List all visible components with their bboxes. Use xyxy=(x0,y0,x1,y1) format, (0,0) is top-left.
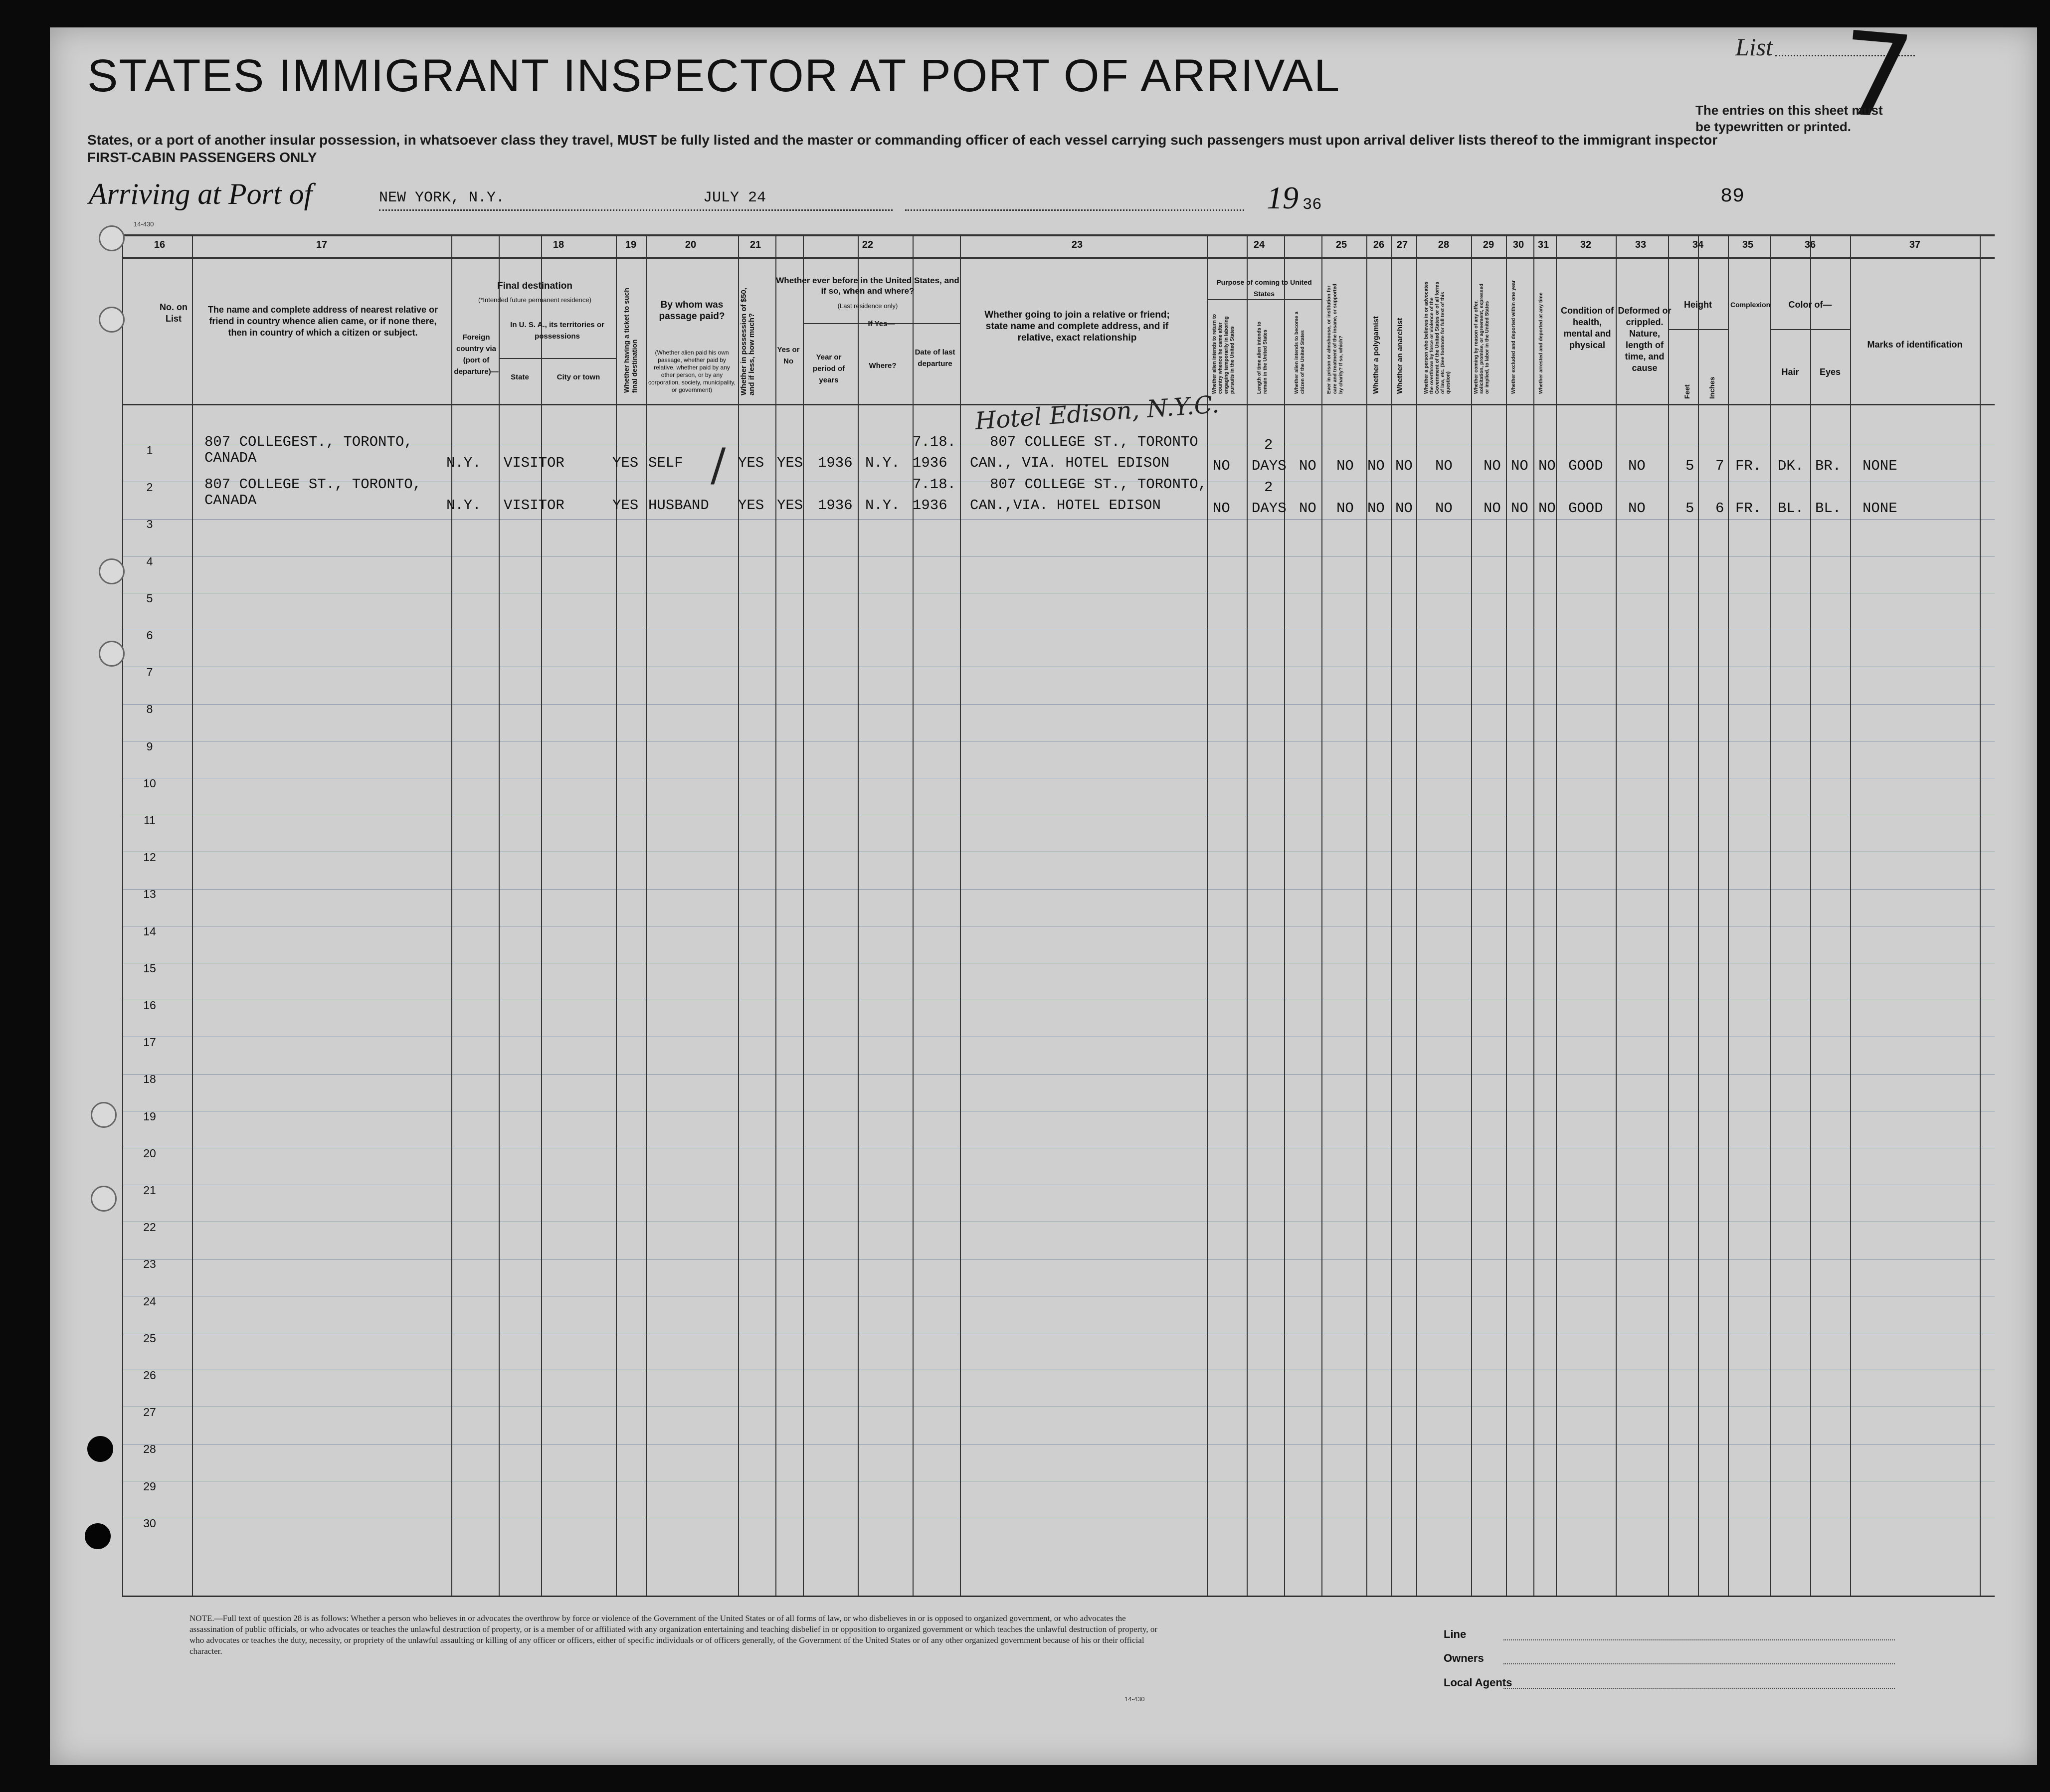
list-number: 7 xyxy=(1834,7,1919,146)
header-length-stay: Length of time alien intends to remain in the United States xyxy=(1257,322,1268,394)
cell-return: NO xyxy=(1213,458,1230,474)
column-divider xyxy=(499,234,500,1596)
cell-polygamist: NO xyxy=(1367,458,1385,474)
cell-offer: NO xyxy=(1484,458,1501,474)
column-divider xyxy=(738,234,739,1596)
footer-owners-field xyxy=(1503,1663,1895,1664)
column-number: 36 xyxy=(1804,239,1816,250)
cell-anarchist: NO xyxy=(1395,458,1413,474)
header-ticket: Whether having a ticket to such final destination xyxy=(622,288,638,393)
cell-overthrow: NO xyxy=(1435,500,1453,517)
header-eyes: Eyes xyxy=(1819,367,1841,377)
header-return: Whether alien intends to return to country whence he came after engaging temporarily in laboring pursuits in the United States xyxy=(1212,314,1235,394)
form-subtitle: States, or a port of another insular possession, in whatsoever class they travel, MUST be fully listed and the master or commanding officer of each vessel carrying such passengers must upon arrival deliver lists thereof to the immigrant inspector xyxy=(87,132,1718,148)
cell-ticket: YES xyxy=(612,455,639,471)
column-divider xyxy=(1980,234,1981,1596)
table-top-border xyxy=(122,234,1995,236)
cell-state: N.Y. xyxy=(446,497,481,514)
cell-before: YES xyxy=(777,497,803,514)
column-number: 32 xyxy=(1580,239,1592,250)
column-divider xyxy=(1556,234,1557,1596)
row-number: 6 xyxy=(146,629,153,642)
header-foreign-country: Foreign country via (port of departure)— xyxy=(454,333,499,376)
page-number: 89 xyxy=(1720,185,1745,208)
cell-eyes: BR. xyxy=(1815,458,1842,474)
column-number: 26 xyxy=(1373,239,1385,250)
cell-date-dep-2: 1936 xyxy=(913,497,947,514)
cell-paid-by: HUSBAND xyxy=(648,497,709,514)
header-feet: Feet xyxy=(1683,384,1691,399)
manifest-sheet xyxy=(50,27,2037,1765)
header-if-yes: If Yes— xyxy=(868,320,895,328)
row-number: 28 xyxy=(143,1442,156,1456)
cell-has-50: YES xyxy=(738,455,764,471)
column-divider xyxy=(1533,234,1534,1596)
column-divider xyxy=(1284,234,1285,1596)
row-number: 12 xyxy=(143,851,156,864)
cell-join-line1: 807 COLLEGE ST., TORONTO, xyxy=(990,476,1207,493)
header-city: City or town xyxy=(557,373,600,381)
cell-deported: NO xyxy=(1538,458,1556,474)
header-year-period: Year or period of years xyxy=(812,353,845,384)
column-divider xyxy=(1207,234,1208,1596)
header-anarchist: Whether an anarchist xyxy=(1396,318,1404,394)
cell-hair: BL. xyxy=(1778,500,1804,517)
row-number: 1 xyxy=(146,444,153,457)
footer-line-field xyxy=(1503,1639,1895,1640)
cell-city: VISITOR xyxy=(504,455,564,471)
cell-eyes: BL. xyxy=(1815,500,1842,517)
row-number: 19 xyxy=(143,1109,156,1123)
cell-polygamist: NO xyxy=(1367,500,1385,517)
header-date-departure: Date of last departure xyxy=(915,348,955,368)
row-number: 22 xyxy=(143,1221,156,1234)
cell-ticket: YES xyxy=(612,497,639,514)
footnote-question-28: NOTE.—Full text of question 28 is as follows: Whether a person who believes in or advocates the overthrow by force or violence of the Government of the United States or of all forms of law, or who disbelieves in or is opposed to organized government, or who advocates the assassination of public officials, or who advocates or teaches the unlawful destruction of property, or is a member of or affiliated with any organization entertaining and teaching disbelief in or opposition to organized government or which teaches the unlawful destruction of property, or who advocates or teaches the duty, necessity, or propriety of the unlawful assaulting or killing of any officer or officers, either of specific individuals or of officers generally, of the Government of the United States or of any other organized government because of his or their official character. xyxy=(189,1613,1158,1656)
column-divider xyxy=(960,234,961,1596)
cell-marks: NONE xyxy=(1863,458,1897,474)
cell-year: 1936 xyxy=(818,455,853,471)
column-number: 23 xyxy=(1071,239,1083,250)
cell-paid-by: SELF xyxy=(648,455,683,471)
row-number: 4 xyxy=(146,554,153,568)
cell-citizen: NO xyxy=(1299,500,1316,517)
binder-hole xyxy=(91,1102,117,1128)
column-number: 33 xyxy=(1635,239,1647,250)
column-number: 28 xyxy=(1438,239,1450,250)
column-divider xyxy=(1506,234,1507,1596)
header-deformed: Deformed or crippled. Nature, length of time, and cause xyxy=(1618,306,1672,373)
form-code-bottom: 14-430 xyxy=(1124,1695,1145,1703)
column-number: 30 xyxy=(1512,239,1524,250)
subheader-rule xyxy=(1770,329,1850,330)
list-label: List xyxy=(1735,33,1773,61)
footer-line-label: Line xyxy=(1444,1628,1467,1640)
column-number: 24 xyxy=(1253,239,1265,250)
arrival-port: NEW YORK, N.Y. xyxy=(379,189,505,206)
row-number: 20 xyxy=(143,1146,156,1160)
column-divider xyxy=(646,234,647,1596)
date-line xyxy=(905,209,1244,211)
column-divider xyxy=(616,234,617,1596)
cell-where: N.Y. xyxy=(865,497,900,514)
year-prefix: 19 xyxy=(1267,180,1299,215)
column-divider xyxy=(775,234,776,1596)
cell-length-1: 2 xyxy=(1264,437,1273,453)
column-number: 27 xyxy=(1396,239,1408,250)
column-divider xyxy=(1471,234,1472,1596)
header-usa: In U. S. A., its territories or possessions xyxy=(510,321,604,341)
row-number: 26 xyxy=(143,1369,156,1382)
cell-prison: NO xyxy=(1336,500,1354,517)
year-suffix: 36 xyxy=(1303,195,1322,214)
cell-offer: NO xyxy=(1484,500,1501,517)
row-number: 11 xyxy=(144,814,156,827)
header-purpose: Purpose of coming to United States xyxy=(1216,278,1312,298)
header-list-number: No. on List xyxy=(160,302,187,324)
row-rule xyxy=(122,1074,1995,1075)
binder-hole xyxy=(99,641,125,667)
column-number: 21 xyxy=(749,239,761,250)
column-divider xyxy=(1616,234,1617,1596)
cell-join-line2: CAN., VIA. HOTEL EDISON xyxy=(970,455,1170,471)
header-state: State xyxy=(511,373,529,381)
typewritten-notice xyxy=(1695,102,1975,135)
column-number: 34 xyxy=(1692,239,1704,250)
cell-join-line2: CAN.,VIA. HOTEL EDISON xyxy=(970,497,1161,514)
column-divider xyxy=(541,234,542,1596)
row-number: 27 xyxy=(143,1406,156,1419)
column-divider xyxy=(1770,234,1771,1596)
cell-complexion: FR. xyxy=(1735,458,1762,474)
column-divider xyxy=(1698,234,1699,1596)
binder-hole xyxy=(91,1186,117,1212)
cell-inches: 7 xyxy=(1715,458,1724,474)
cell-hair: DK. xyxy=(1778,458,1804,474)
header-final-destination: Final destination xyxy=(497,281,572,291)
header-hair: Hair xyxy=(1781,367,1799,377)
cell-date-dep-1: 7.18. xyxy=(913,476,956,493)
first-cabin-label: FIRST-CABIN PASSENGERS ONLY xyxy=(87,150,317,165)
header-deported: Whether arrested and deported at any time xyxy=(1538,292,1544,394)
cell-excluded: NO xyxy=(1511,458,1528,474)
row-rule xyxy=(122,519,1995,520)
cell-citizen: NO xyxy=(1299,458,1316,474)
cell-addr-line2: CANADA xyxy=(204,450,257,466)
cell-state: N.Y. xyxy=(446,455,481,471)
column-number: 29 xyxy=(1483,239,1494,250)
header-marks: Marks of identification xyxy=(1867,340,1963,350)
binder-hole xyxy=(87,1436,113,1462)
header-nearest-relative: The name and complete address of nearest relative or friend in country whence alien came, or if none there, then in country of which a citizen or subject. xyxy=(207,305,438,338)
header-citizen: Whether alien intends to become a citizen of the United States xyxy=(1294,311,1305,394)
header-yes-no: Yes or No xyxy=(777,346,800,365)
cell-length-1: 2 xyxy=(1264,479,1273,496)
column-divider xyxy=(451,234,452,1596)
cell-overthrow: NO xyxy=(1435,458,1453,474)
row-number: 5 xyxy=(146,591,153,605)
row-number: 2 xyxy=(146,481,153,494)
row-number: 14 xyxy=(143,924,156,938)
column-divider xyxy=(1247,234,1248,1596)
cell-health: GOOD xyxy=(1568,500,1603,517)
subheader-rule xyxy=(1668,329,1728,330)
column-divider xyxy=(1810,234,1811,1596)
notice-line-1: The entries on this sheet must xyxy=(1695,103,1883,118)
header-inches: Inches xyxy=(1708,376,1716,399)
header-join-relative: Whether going to join a relative or friend; state name and complete address, and if relative, exact relationship xyxy=(984,310,1170,343)
cell-date-dep-2: 1936 xyxy=(913,455,947,471)
column-number: 31 xyxy=(1537,239,1549,250)
cell-anarchist: NO xyxy=(1395,500,1413,517)
column-divider xyxy=(122,234,123,1596)
cell-complexion: FR. xyxy=(1735,500,1762,517)
header-excluded: Whether excluded and deported within one year xyxy=(1511,280,1516,394)
column-number: 20 xyxy=(685,239,697,250)
column-number: 25 xyxy=(1335,239,1347,250)
cell-before: YES xyxy=(777,455,803,471)
row-number: 17 xyxy=(143,1036,156,1049)
cell-deported: NO xyxy=(1538,500,1556,517)
cell-addr-line2: CANADA xyxy=(204,492,257,509)
cell-inches: 6 xyxy=(1715,500,1724,517)
cell-marks: NONE xyxy=(1863,500,1897,517)
column-number-band xyxy=(122,257,1995,259)
form-title: STATES IMMIGRANT INSPECTOR AT PORT OF ARRIVAL xyxy=(87,50,1341,101)
header-prison: Ever in prison or almshouse, or institution for care and treatment of the insane, or supported by charity? If so, which? xyxy=(1326,283,1344,394)
port-line xyxy=(379,209,893,211)
row-number: 18 xyxy=(143,1073,156,1086)
footer-agents-field xyxy=(1503,1688,1895,1689)
notice-line-2: be typewritten or printed. xyxy=(1695,119,1852,134)
column-number: 22 xyxy=(862,239,874,250)
column-divider xyxy=(1850,234,1851,1596)
row-number: 10 xyxy=(143,776,156,790)
row-number: 23 xyxy=(143,1257,156,1271)
cell-year: 1936 xyxy=(818,497,853,514)
row-number: 3 xyxy=(146,518,153,531)
cell-has-50: YES xyxy=(738,497,764,514)
cell-feet: 5 xyxy=(1685,500,1694,517)
row-number: 7 xyxy=(146,666,153,679)
row-number: 13 xyxy=(143,888,156,901)
row-number: 25 xyxy=(143,1331,156,1345)
header-health: Condition of health, mental and physical xyxy=(1561,306,1614,350)
column-number: 19 xyxy=(625,239,637,250)
binder-hole xyxy=(99,558,125,584)
row-rule xyxy=(122,889,1995,890)
header-polygamist: Whether a polygamist xyxy=(1372,316,1380,394)
column-number: 16 xyxy=(154,239,166,250)
cell-prison: NO xyxy=(1336,458,1354,474)
header-color-of: Color of— xyxy=(1788,300,1832,310)
subheader-rule xyxy=(499,358,616,359)
header-passage-paid-sub: (Whether alien paid his own passage, whether paid by relative, whether paid by any other person, or by any corporation, society, municipality, or government) xyxy=(648,349,736,393)
binder-hole xyxy=(99,307,125,333)
cell-where: N.Y. xyxy=(865,455,900,471)
header-fifty-dollars: Whether in possession of $50, and if less, how much? xyxy=(740,288,756,395)
row-number: 16 xyxy=(143,999,156,1012)
cell-addr-line1: 807 COLLEGEST., TORONTO, xyxy=(204,434,413,450)
column-divider xyxy=(1321,234,1322,1596)
row-rule xyxy=(122,704,1995,705)
column-divider xyxy=(1668,234,1669,1596)
binder-hole xyxy=(99,225,125,251)
cell-addr-line1: 807 COLLEGE ST., TORONTO, xyxy=(204,476,422,493)
column-divider xyxy=(1416,234,1417,1596)
footer-agents-label: Local Agents xyxy=(1444,1676,1512,1689)
header-passage-paid: By whom was passage paid? xyxy=(659,300,725,322)
header-final-destination-sub: (*Intended future permanent residence) xyxy=(478,296,591,304)
column-divider xyxy=(1391,234,1392,1596)
column-number: 37 xyxy=(1909,239,1921,250)
header-height: Height xyxy=(1684,300,1712,310)
cell-length-2: DAYS xyxy=(1252,500,1287,517)
handwritten-tick: / xyxy=(711,439,726,491)
row-number: 15 xyxy=(143,961,156,975)
form-code-top: 14-430 xyxy=(134,220,154,228)
cell-deformed: NO xyxy=(1628,500,1646,517)
header-ever-before-sub: (Last residence only) xyxy=(837,302,898,310)
column-divider xyxy=(1728,234,1729,1596)
column-divider xyxy=(858,234,859,1596)
cell-length-2: DAYS xyxy=(1252,458,1287,474)
arriving-label: Arriving at Port of xyxy=(89,178,313,210)
header-ever-before: Whether ever before in the United States, and if so, when and where? xyxy=(776,276,959,296)
header-complexion: Complexion xyxy=(1730,301,1771,309)
column-divider xyxy=(192,234,193,1596)
cell-health: GOOD xyxy=(1568,458,1603,474)
column-divider xyxy=(1366,234,1367,1596)
cell-join-line1: 807 COLLEGE ST., TORONTO xyxy=(990,434,1198,450)
cell-excluded: NO xyxy=(1511,500,1528,517)
table-bottom-border xyxy=(122,1596,1995,1597)
binder-hole xyxy=(85,1523,111,1549)
cell-deformed: NO xyxy=(1628,458,1646,474)
header-overthrow: Whether a person who believes in or advocates the overthrow by force or violence of the Government of the United States or of all forms of law, etc. (See footnote for full text of this question) xyxy=(1424,281,1451,394)
cell-return: NO xyxy=(1213,500,1230,517)
handwritten-annotation: Hotel Edison, N.Y.C. xyxy=(974,390,1220,436)
row-number: 30 xyxy=(143,1516,156,1530)
row-number: 21 xyxy=(143,1184,156,1197)
column-number: 18 xyxy=(553,239,564,250)
column-number: 17 xyxy=(316,239,328,250)
footer-owners-label: Owners xyxy=(1444,1652,1484,1664)
cell-feet: 5 xyxy=(1685,458,1694,474)
column-number: 35 xyxy=(1742,239,1754,250)
cell-city: VISITOR xyxy=(504,497,564,514)
header-offer: Whether coming by reason of any offer, solicitation, promise, or agreement, expressed or implied, to labor in the United States xyxy=(1474,283,1490,394)
column-divider xyxy=(803,234,804,1596)
row-number: 9 xyxy=(146,739,153,753)
row-number: 8 xyxy=(146,703,153,716)
row-number: 29 xyxy=(143,1479,156,1493)
arrival-date: JULY 24 xyxy=(703,189,766,206)
header-where: Where? xyxy=(869,361,897,370)
cell-date-dep-1: 7.18. xyxy=(913,434,956,450)
row-number: 24 xyxy=(143,1294,156,1308)
